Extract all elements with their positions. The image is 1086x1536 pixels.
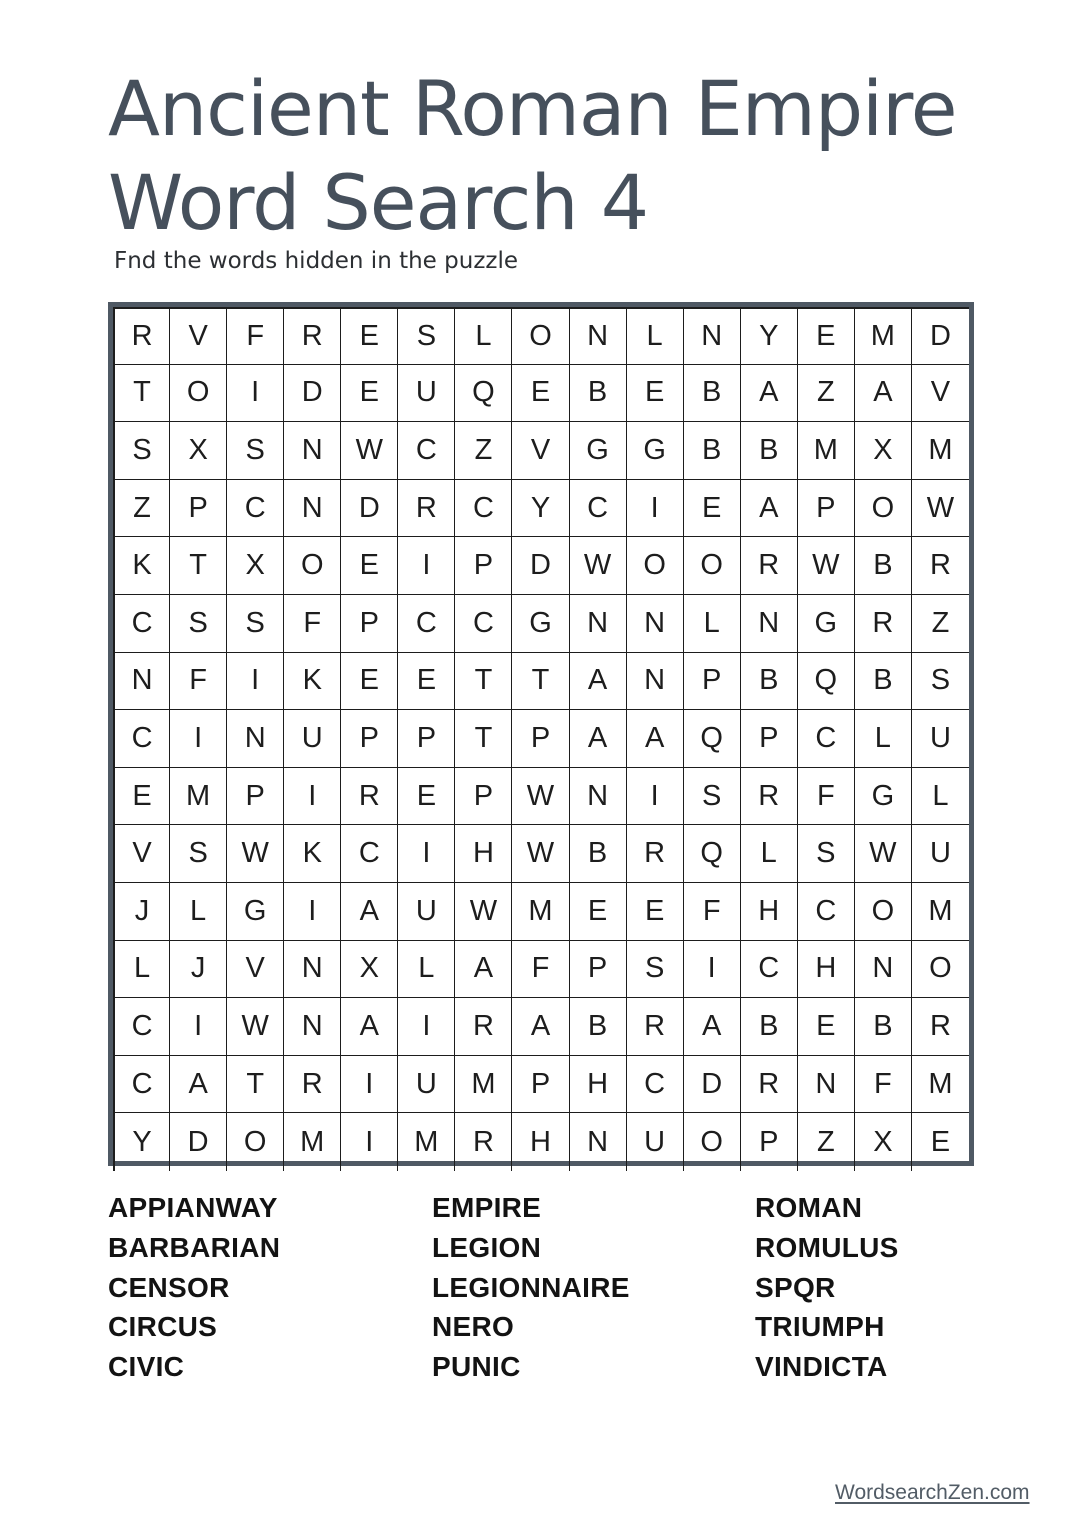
grid-cell[interactable]: W <box>570 537 627 595</box>
grid-cell[interactable]: C <box>113 1056 170 1114</box>
grid-cell[interactable]: V <box>113 825 170 883</box>
grid-cell[interactable]: A <box>341 883 398 941</box>
grid-cell[interactable]: H <box>455 825 512 883</box>
grid-cell[interactable]: E <box>798 998 855 1056</box>
grid-cell[interactable]: N <box>627 595 684 653</box>
grid-cell[interactable]: L <box>912 768 969 826</box>
grid-cell[interactable]: S <box>227 595 284 653</box>
grid-cell[interactable]: U <box>912 710 969 768</box>
grid-cell[interactable]: K <box>284 825 341 883</box>
grid-cell[interactable]: S <box>227 422 284 480</box>
grid-cell[interactable]: F <box>284 595 341 653</box>
grid-cell[interactable]: E <box>684 480 741 538</box>
grid-cell[interactable]: N <box>855 941 912 999</box>
grid-cell[interactable]: I <box>284 883 341 941</box>
grid-cell[interactable]: E <box>341 307 398 365</box>
grid-cell[interactable]: E <box>930 1125 951 1158</box>
grid-cell[interactable]: I <box>170 710 227 768</box>
word-column <box>108 1188 280 1387</box>
grid-cell[interactable]: G <box>798 595 855 653</box>
grid-cell[interactable]: U <box>627 1113 684 1171</box>
grid-cell[interactable]: T <box>227 1056 284 1114</box>
grid-cell[interactable]: A <box>341 998 398 1056</box>
grid-cell[interactable]: F <box>798 768 855 826</box>
grid-cell[interactable]: M <box>855 307 912 365</box>
grid-cell[interactable]: C <box>113 710 170 768</box>
grid-cell[interactable]: F <box>170 653 227 711</box>
word-item: BARBARIAN <box>108 1231 281 1263</box>
grid-cell[interactable]: N <box>570 768 627 826</box>
grid-cell[interactable]: A <box>570 653 627 711</box>
grid-cell[interactable]: B <box>855 998 912 1056</box>
grid-cell[interactable]: T <box>113 365 170 423</box>
grid-cell[interactable]: N <box>570 1113 627 1171</box>
grid-cell[interactable]: R <box>284 307 341 365</box>
grid-cell[interactable]: M <box>512 883 569 941</box>
grid-cell[interactable]: C <box>798 710 855 768</box>
grid-cell[interactable]: G <box>627 422 684 480</box>
grid-cell[interactable]: L <box>170 883 227 941</box>
grid-cell[interactable]: W <box>798 537 855 595</box>
grid-cell[interactable]: G <box>570 422 627 480</box>
grid-row <box>113 710 969 768</box>
grid-cell[interactable]: A <box>570 710 627 768</box>
grid-cell[interactable]: C <box>570 480 627 538</box>
title-line-2: Word Search 4 <box>108 158 649 247</box>
grid-cell[interactable]: C <box>798 883 855 941</box>
grid-cell[interactable]: R <box>855 595 912 653</box>
grid-cell[interactable]: P <box>798 480 855 538</box>
grid-cell[interactable]: P <box>741 710 798 768</box>
grid-cell[interactable]: R <box>741 1056 798 1114</box>
grid-cell[interactable]: M <box>170 768 227 826</box>
grid-cell[interactable]: F <box>684 883 741 941</box>
grid-cell[interactable]: C <box>455 480 512 538</box>
grid-cell[interactable]: I <box>684 941 741 999</box>
grid-cell[interactable]: L <box>741 825 798 883</box>
grid-cell[interactable]: S <box>627 941 684 999</box>
grid-cell[interactable]: B <box>741 653 798 711</box>
grid-cell[interactable]: R <box>912 537 969 595</box>
word-item: TRIUMPH <box>755 1311 885 1343</box>
grid-cell[interactable]: I <box>341 1056 398 1114</box>
word-column <box>432 1188 630 1387</box>
letter-grid <box>108 302 974 1166</box>
grid-cell[interactable]: G <box>855 768 912 826</box>
grid-cell[interactable]: N <box>284 941 341 999</box>
grid-cell[interactable]: S <box>684 768 741 826</box>
grid-cell[interactable]: X <box>341 941 398 999</box>
grid-cell[interactable]: G <box>512 595 569 653</box>
grid-cell[interactable]: X <box>170 422 227 480</box>
grid-cell[interactable]: P <box>512 1056 569 1114</box>
grid-cell[interactable]: L <box>113 941 170 999</box>
grid-cell[interactable]: N <box>284 480 341 538</box>
grid-cell[interactable]: R <box>741 768 798 826</box>
grid-cell[interactable]: W <box>512 825 569 883</box>
grid-cell[interactable]: P <box>398 710 455 768</box>
grid-cell[interactable]: D <box>170 1113 227 1171</box>
word-item: ROMAN <box>755 1192 863 1223</box>
grid-cell[interactable]: S <box>798 825 855 883</box>
word-item: ROMULUS <box>755 1231 899 1263</box>
grid-cell[interactable]: I <box>627 768 684 826</box>
grid-cell[interactable]: N <box>113 653 170 711</box>
grid-cell[interactable]: C <box>627 1056 684 1114</box>
grid-cell[interactable]: N <box>570 307 627 365</box>
grid-cell[interactable]: P <box>512 710 569 768</box>
word-item: LEGIONNAIRE <box>432 1271 630 1303</box>
grid-cell[interactable]: D <box>341 480 398 538</box>
grid-cell[interactable]: O <box>627 537 684 595</box>
grid-cell[interactable]: Y <box>113 1113 170 1171</box>
grid-cell[interactable]: R <box>455 1113 512 1171</box>
grid-cell[interactable]: Z <box>113 480 170 538</box>
grid-cell[interactable]: F <box>855 1056 912 1114</box>
grid-cell[interactable]: U <box>398 1056 455 1114</box>
grid-cell[interactable]: A <box>627 710 684 768</box>
grid-cell[interactable]: U <box>398 883 455 941</box>
grid-cell[interactable]: E <box>398 768 455 826</box>
grid-row <box>113 595 969 653</box>
grid-cell[interactable]: C <box>741 941 798 999</box>
grid-cell[interactable]: W <box>512 768 569 826</box>
grid-cell[interactable]: K <box>284 653 341 711</box>
grid-cell[interactable]: S <box>170 825 227 883</box>
grid-cell[interactable]: I <box>227 653 284 711</box>
grid-cell[interactable]: M <box>398 1113 455 1171</box>
grid-cell[interactable]: O <box>170 365 227 423</box>
grid-cell[interactable]: G <box>227 883 284 941</box>
grid-cell[interactable]: J <box>170 941 227 999</box>
grid-row <box>113 883 969 941</box>
grid-cell[interactable]: Y <box>741 307 798 365</box>
grid-cell[interactable]: M <box>455 1056 512 1114</box>
grid-cell[interactable]: H <box>512 1113 569 1171</box>
grid-cell[interactable]: A <box>170 1056 227 1114</box>
grid-cell[interactable]: O <box>684 537 741 595</box>
grid-cell[interactable]: B <box>855 653 912 711</box>
grid-cell[interactable]: V <box>170 307 227 365</box>
grid-cell[interactable]: W <box>227 998 284 1056</box>
word-list <box>108 1188 1008 1398</box>
grid-cell[interactable]: C <box>113 595 170 653</box>
grid-cell[interactable]: Q <box>798 653 855 711</box>
grid-cell[interactable]: C <box>398 595 455 653</box>
grid-row <box>113 941 969 999</box>
grid-cell[interactable]: P <box>341 710 398 768</box>
grid-cell[interactable]: L <box>455 307 512 365</box>
grid-cell[interactable]: J <box>113 883 170 941</box>
grid-cell[interactable]: B <box>570 365 627 423</box>
grid-cell[interactable]: P <box>741 1113 798 1171</box>
grid-row <box>113 537 969 595</box>
grid-cell[interactable]: R <box>627 998 684 1056</box>
grid-cell[interactable]: A <box>512 998 569 1056</box>
grid-row <box>113 653 969 711</box>
grid-cell[interactable]: T <box>512 653 569 711</box>
grid-cell[interactable]: S <box>912 653 969 711</box>
grid-cell[interactable]: X <box>227 537 284 595</box>
grid-cell[interactable]: B <box>741 998 798 1056</box>
grid-cell[interactable]: R <box>455 998 512 1056</box>
grid-cell[interactable]: P <box>684 653 741 711</box>
grid-cell[interactable]: P <box>455 768 512 826</box>
grid-cell[interactable]: N <box>798 1056 855 1114</box>
grid-cell[interactable]: R <box>398 480 455 538</box>
grid-cell[interactable]: E <box>398 653 455 711</box>
grid-cell[interactable]: P <box>170 480 227 538</box>
grid-cell[interactable]: M <box>912 1056 969 1114</box>
grid-cell[interactable]: X <box>855 1113 912 1171</box>
grid-cell[interactable]: R <box>113 307 170 365</box>
word-item: VINDICTA <box>755 1351 888 1383</box>
grid-cell[interactable]: D <box>912 307 969 365</box>
page-title <box>108 62 1048 250</box>
word-item: CIVIC <box>108 1351 185 1383</box>
grid-cell[interactable]: Q <box>684 710 741 768</box>
grid-cell[interactable]: E <box>627 883 684 941</box>
grid-cell[interactable]: I <box>284 768 341 826</box>
grid-row <box>113 422 969 480</box>
grid-cell[interactable]: X <box>855 422 912 480</box>
grid-cell[interactable]: F <box>227 307 284 365</box>
grid-cell[interactable]: V <box>512 422 569 480</box>
grid-cell[interactable]: B <box>855 537 912 595</box>
grid-cell[interactable]: O <box>684 1113 741 1171</box>
grid-row <box>113 825 969 883</box>
grid-cell[interactable]: T <box>170 537 227 595</box>
grid-row <box>113 1056 969 1114</box>
grid-cell[interactable]: B <box>570 998 627 1056</box>
grid-cell[interactable]: E <box>627 365 684 423</box>
instructions-text: Fnd the words hidden in the puzzle <box>114 248 519 274</box>
grid-cell[interactable]: C <box>113 998 170 1056</box>
word-item: SPQR <box>755 1271 836 1303</box>
grid-cell[interactable]: C <box>398 422 455 480</box>
grid-cell[interactable]: R <box>741 537 798 595</box>
word-item: CENSOR <box>108 1271 230 1303</box>
grid-cell[interactable]: K <box>113 537 170 595</box>
grid-cell[interactable]: V <box>912 365 969 423</box>
grid-cell[interactable]: A <box>741 365 798 423</box>
grid-row <box>113 998 969 1056</box>
word-item: APPIANWAY <box>108 1192 278 1223</box>
word-item: CIRCUS <box>108 1311 218 1343</box>
grid-row <box>113 365 969 423</box>
grid-cell[interactable]: O <box>855 883 912 941</box>
grid-cell[interactable]: I <box>398 825 455 883</box>
grid-cell[interactable]: Z <box>912 595 969 653</box>
grid-cell[interactable]: I <box>170 998 227 1056</box>
grid-cell[interactable]: L <box>627 307 684 365</box>
site-link[interactable]: WordsearchZen.com <box>835 1481 1030 1504</box>
grid-cell[interactable]: C <box>227 480 284 538</box>
grid-cell[interactable]: P <box>455 537 512 595</box>
grid-cell[interactable]: P <box>570 941 627 999</box>
grid-cell[interactable]: O <box>284 537 341 595</box>
grid-cell[interactable]: L <box>398 941 455 999</box>
grid-cell[interactable]: S <box>398 307 455 365</box>
grid-cell[interactable]: B <box>570 825 627 883</box>
word-column <box>755 1188 899 1387</box>
grid-cell[interactable]: I <box>398 998 455 1056</box>
grid-cell[interactable]: I <box>398 537 455 595</box>
grid-cell[interactable]: H <box>570 1056 627 1114</box>
grid-cell[interactable]: F <box>512 941 569 999</box>
grid-cell[interactable]: A <box>741 480 798 538</box>
grid-cell[interactable]: A <box>684 998 741 1056</box>
grid-cell[interactable]: Q <box>455 365 512 423</box>
grid-cell[interactable]: W <box>341 422 398 480</box>
grid-cell[interactable]: O <box>227 1113 284 1171</box>
grid-row <box>113 768 969 826</box>
grid-cell[interactable]: N <box>284 998 341 1056</box>
grid-cell[interactable]: R <box>627 825 684 883</box>
grid-cell[interactable]: M <box>798 422 855 480</box>
grid-cell[interactable]: U <box>912 825 969 883</box>
grid-cell[interactable]: E <box>341 653 398 711</box>
grid-cell[interactable]: W <box>855 825 912 883</box>
grid-cell[interactable]: E <box>341 365 398 423</box>
grid-cell[interactable]: B <box>741 422 798 480</box>
grid-cell[interactable]: Q <box>684 825 741 883</box>
title-line-1: Ancient Roman Empire <box>108 64 957 153</box>
grid-cell[interactable]: A <box>455 941 512 999</box>
grid-cell[interactable]: C <box>341 825 398 883</box>
grid-cell[interactable]: N <box>627 653 684 711</box>
grid-cell[interactable]: I <box>341 1113 398 1171</box>
grid-cell[interactable]: E <box>341 537 398 595</box>
grid-cell[interactable]: N <box>570 595 627 653</box>
grid-cell[interactable]: L <box>684 595 741 653</box>
grid-row <box>113 480 969 538</box>
grid-cell[interactable]: O <box>855 480 912 538</box>
grid-cell[interactable]: S <box>113 422 170 480</box>
grid-row <box>113 307 969 365</box>
grid-cell[interactable]: M <box>284 1113 341 1171</box>
grid-cell[interactable]: U <box>398 365 455 423</box>
grid-cell[interactable]: Z <box>798 1113 855 1171</box>
grid-cell[interactable]: P <box>227 768 284 826</box>
grid-cell[interactable]: D <box>284 365 341 423</box>
grid-cell[interactable]: M <box>912 422 969 480</box>
word-item: NERO <box>432 1311 515 1343</box>
grid-cell[interactable]: U <box>284 710 341 768</box>
grid-cell[interactable]: M <box>912 883 969 941</box>
grid-cell[interactable]: A <box>855 365 912 423</box>
grid-cell[interactable]: L <box>855 710 912 768</box>
grid-cell[interactable]: Z <box>798 365 855 423</box>
grid-cell[interactable]: R <box>912 998 969 1056</box>
grid-cell[interactable]: I <box>627 480 684 538</box>
grid-cell[interactable]: Y <box>512 480 569 538</box>
grid-cell[interactable]: H <box>741 883 798 941</box>
grid-cell[interactable]: W <box>912 480 969 538</box>
grid-cell[interactable]: C <box>455 595 512 653</box>
grid-cell[interactable]: E <box>113 768 170 826</box>
grid-cell[interactable]: N <box>227 710 284 768</box>
grid-cell[interactable]: Z <box>455 422 512 480</box>
grid-cell[interactable]: D <box>512 537 569 595</box>
grid-cell[interactable]: P <box>341 595 398 653</box>
grid-cell[interactable]: O <box>912 941 969 999</box>
grid-row <box>113 1113 969 1171</box>
grid-cell[interactable]: W <box>227 825 284 883</box>
grid-cell[interactable]: I <box>227 365 284 423</box>
grid-cell[interactable]: V <box>227 941 284 999</box>
word-item: LEGION <box>432 1231 542 1263</box>
grid-cell[interactable]: B <box>684 365 741 423</box>
grid-cell[interactable]: O <box>512 307 569 365</box>
grid-cell[interactable]: R <box>341 768 398 826</box>
grid-cell[interactable]: B <box>684 422 741 480</box>
grid-cell[interactable]: N <box>684 307 741 365</box>
grid-cell[interactable]: R <box>284 1056 341 1114</box>
grid-cell[interactable]: E <box>512 365 569 423</box>
grid-cell[interactable]: E <box>798 307 855 365</box>
grid-cell[interactable]: S <box>170 595 227 653</box>
word-item: PUNIC <box>432 1351 521 1383</box>
grid-cell[interactable]: W <box>455 883 512 941</box>
word-item: EMPIRE <box>432 1192 542 1223</box>
grid-cell[interactable]: D <box>684 1056 741 1114</box>
grid-cell[interactable]: E <box>570 883 627 941</box>
grid-cell[interactable]: N <box>741 595 798 653</box>
grid-cell[interactable]: H <box>798 941 855 999</box>
grid-cell[interactable]: T <box>455 653 512 711</box>
grid-cell[interactable]: N <box>284 422 341 480</box>
grid-cell[interactable]: T <box>455 710 512 768</box>
